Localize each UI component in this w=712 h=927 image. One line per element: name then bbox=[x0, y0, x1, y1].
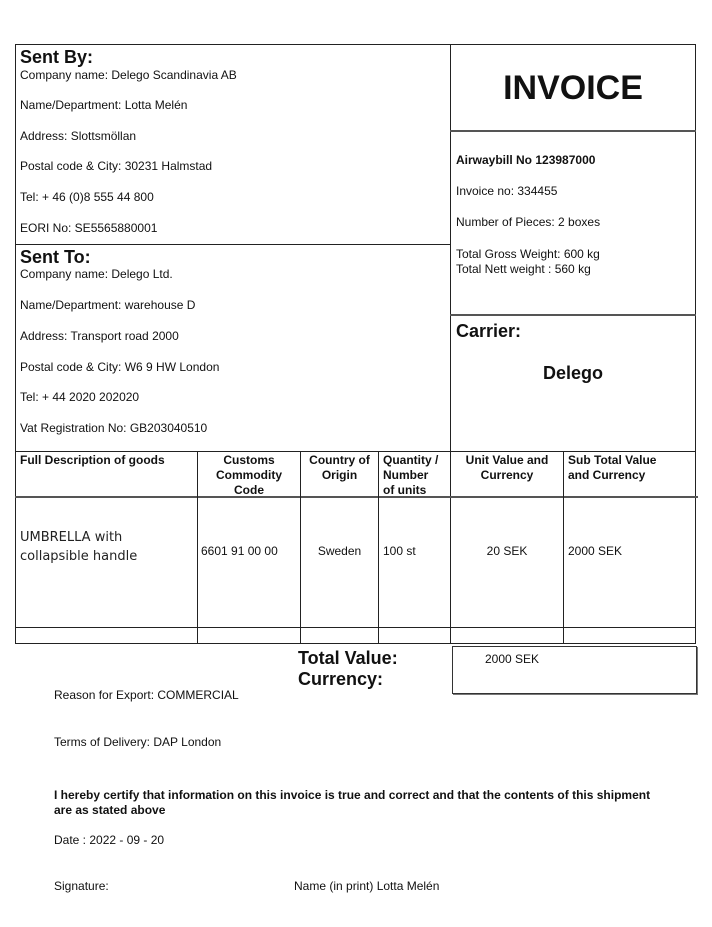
cell-description bbox=[20, 528, 137, 566]
header-quantity bbox=[383, 453, 451, 498]
invoice-number: Invoice no: 334455 bbox=[456, 184, 558, 198]
header-quantity-line: of units bbox=[383, 483, 427, 497]
cell-commodity-code: 6601 91 00 00 bbox=[201, 544, 278, 558]
header-quantity-line: Number bbox=[383, 468, 429, 482]
recipient-postal-city: Postal code & City: W6 9 HW London bbox=[20, 360, 220, 374]
header-description: Full Description of goods bbox=[20, 453, 165, 467]
header-origin-line: Country of bbox=[309, 453, 370, 467]
sender-address: Address: Slottsmöllan bbox=[20, 129, 137, 143]
header-origin-line: Origin bbox=[321, 468, 358, 482]
divider-carrier bbox=[450, 314, 696, 316]
description-line: UMBRELLA with bbox=[20, 530, 123, 545]
header-commodity-line: Customs bbox=[223, 453, 275, 467]
sender-postal-city: Postal code & City: 30231 Halmstad bbox=[20, 159, 213, 173]
sent-by-heading: Sent By: bbox=[20, 47, 94, 67]
border-top bbox=[15, 44, 696, 45]
col-line bbox=[378, 451, 379, 643]
border-left bbox=[15, 44, 16, 643]
header-unit-value-line: Currency bbox=[480, 468, 534, 482]
description-line: collapsible handle bbox=[20, 549, 138, 564]
header-commodity-code bbox=[198, 453, 300, 498]
divider-invoice-title bbox=[450, 130, 696, 132]
recipient-vat: Vat Registration No: GB203040510 bbox=[20, 421, 208, 435]
header-unit-value bbox=[451, 453, 563, 483]
recipient-address: Address: Transport road 2000 bbox=[20, 329, 179, 343]
total-value: 2000 SEK bbox=[485, 652, 540, 666]
header-subtotal-line: Sub Total Value bbox=[568, 453, 657, 467]
header-commodity-line: Commodity bbox=[216, 468, 282, 482]
border-right bbox=[695, 44, 696, 643]
name-in-print: Name (in print) Lotta Melén bbox=[294, 879, 440, 893]
header-commodity-line: Code bbox=[234, 483, 264, 497]
currency-label-line: Currency: bbox=[298, 669, 384, 689]
table-top bbox=[15, 451, 696, 452]
gross-weight: Total Gross Weight: 600 kg bbox=[456, 247, 600, 261]
header-quantity-line: Quantity / bbox=[383, 453, 439, 467]
signature-label: Signature: bbox=[54, 879, 109, 893]
date: Date : 2022 - 09 - 20 bbox=[54, 833, 165, 847]
header-subtotal bbox=[568, 453, 695, 483]
table-header-bottom bbox=[15, 496, 698, 498]
sender-company: Company name: Delego Scandinavia AB bbox=[20, 68, 237, 82]
sender-tel: Tel: + 46 (0)8 555 44 800 bbox=[20, 190, 154, 204]
invoice-title: INVOICE bbox=[503, 69, 643, 107]
sender-name-department: Name/Department: Lotta Melén bbox=[20, 98, 188, 112]
total-value-label-line: Total Value: bbox=[298, 648, 398, 668]
cell-subtotal: 2000 SEK bbox=[568, 544, 623, 558]
border-bottom bbox=[15, 643, 696, 644]
recipient-company: Company name: Delego Ltd. bbox=[20, 267, 173, 281]
airwaybill-number: Airwaybill No 123987000 bbox=[456, 153, 596, 167]
table-row-divider bbox=[15, 627, 696, 628]
sender-eori: EORI No: SE5565880001 bbox=[20, 221, 158, 235]
carrier-name: Delego bbox=[542, 363, 603, 383]
recipient-name-department: Name/Department: warehouse D bbox=[20, 298, 196, 312]
recipient-tel: Tel: + 44 2020 202020 bbox=[20, 390, 140, 404]
nett-weight: Total Nett weight : 560 kg bbox=[456, 262, 591, 276]
total-value-label bbox=[298, 648, 398, 690]
certification-statement: I hereby certify that information on this invoice is true and correct and that the contents of this shipment are as stated above bbox=[54, 788, 651, 817]
total-value-box bbox=[452, 646, 697, 694]
carrier-heading: Carrier: bbox=[456, 321, 522, 341]
terms-of-delivery: Terms of Delivery: DAP London bbox=[54, 735, 222, 749]
header-country-of-origin bbox=[301, 453, 378, 483]
cell-quantity: 100 st bbox=[383, 544, 416, 558]
divider-sender-recipient bbox=[15, 244, 451, 245]
header-unit-value-line: Unit Value and bbox=[465, 453, 549, 467]
header-subtotal-line: and Currency bbox=[568, 468, 646, 482]
cell-unit-value: 20 SEK bbox=[486, 544, 528, 558]
reason-for-export: Reason for Export: COMMERCIAL bbox=[54, 688, 239, 702]
sent-to-heading: Sent To: bbox=[20, 247, 91, 267]
number-of-pieces: Number of Pieces: 2 boxes bbox=[456, 215, 601, 229]
col-line bbox=[563, 451, 564, 643]
cell-country-of-origin: Sweden bbox=[317, 544, 362, 558]
